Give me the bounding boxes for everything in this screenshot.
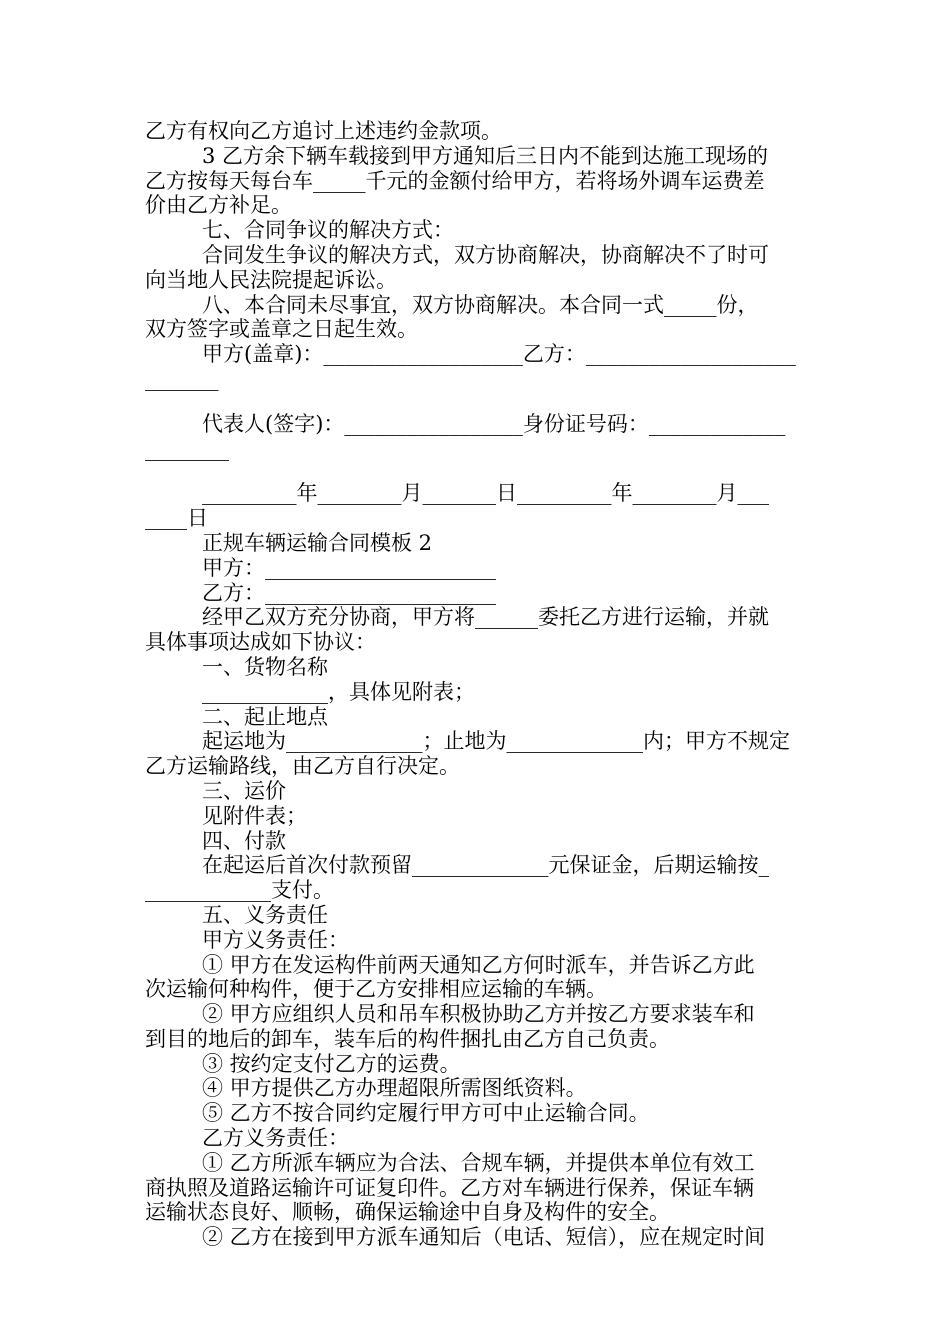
- text-line: 向当地人民法院提起诉讼。: [145, 267, 397, 292]
- text-line: 乙方有权向乙方追讨上述违约金款项。: [145, 119, 502, 143]
- text-line: 双方签字或盖章之日起生效。: [145, 317, 418, 342]
- text-line: 代表人(签字)：_________________身份证号码：_____________: [202, 411, 786, 436]
- document-body: [145, 119, 807, 1250]
- line-spacer: [145, 392, 807, 412]
- text-line: 次运输何种构件，便于乙方安排相应运输的车辆。: [145, 977, 607, 1002]
- text-line: 在起运后首次付款预留_____________元保证金，后期运输按_: [202, 853, 769, 878]
- text-line: 七、合同争议的解决方式：: [202, 218, 454, 243]
- text-line: 乙方按每天每台车_____千元的金额付给甲方，若将场外调车运费差: [145, 168, 765, 193]
- text-line: ① 甲方在发运构件前两天通知乙方何时派车，并告诉乙方此: [202, 952, 755, 977]
- text-line: ② 乙方在接到甲方派车通知后（电话、短信），应在规定时间: [202, 1225, 766, 1250]
- text-line: 乙方：______________________: [202, 580, 496, 605]
- text-line: 乙方运输路线，由乙方自行决定。: [145, 754, 460, 779]
- text-line: 见附件表；: [202, 803, 307, 828]
- text-line: ____________支付。: [145, 878, 334, 903]
- text-line: 一、货物名称: [202, 654, 328, 679]
- text-line: 甲方义务责任：: [202, 927, 349, 952]
- text-line: 合同发生争议的解决方式，双方协商解决，协商解决不了时可: [202, 242, 769, 267]
- text-line: 经甲乙双方充分协商，甲方将______委托乙方进行运输，并就: [202, 605, 769, 630]
- text-line: ____日: [145, 506, 208, 531]
- text-line: ③ 按约定支付乙方的运费。: [202, 1051, 461, 1076]
- text-line: ② 甲方应组织人员和吊车积极协助乙方并按乙方要求装车和: [202, 1002, 755, 1027]
- text-line: 3 乙方余下辆车载接到甲方通知后三日内不能到达施工现场的: [202, 143, 769, 168]
- text-line: 二、起止地点: [202, 704, 328, 729]
- text-line: 五、义务责任: [202, 902, 328, 927]
- text-line: 商执照及道路运输许可证复印件。乙方对车辆进行保养，保证车辆: [145, 1175, 754, 1200]
- text-line: 四、付款: [202, 828, 286, 853]
- text-line: 运输状态良好、顺畅，确保运输途中自身及构件的安全。: [145, 1200, 670, 1225]
- text-line: 三、运价: [202, 778, 286, 803]
- text-line: _________年________月_______日_________年________月___: [202, 481, 769, 506]
- text-line: 价由乙方补足。: [145, 193, 292, 218]
- text-line: 八、本合同未尽事宜，双方协商解决。本合同一式_____份，: [202, 292, 759, 317]
- text-line: ① 乙方所派车辆应为合法、合规车辆，并提供本单位有效工: [202, 1150, 755, 1175]
- text-line: ④ 甲方提供乙方办理超限所需图纸资料。: [202, 1076, 587, 1101]
- text-line: 起运地为_____________；止地为_____________内；甲方不规定: [202, 729, 790, 754]
- text-line: 甲方：______________________: [202, 555, 496, 580]
- text-line: ____________，具体见附表；: [202, 679, 475, 704]
- text-line: 正规车辆运输合同模板 2: [202, 530, 433, 555]
- text-line: 甲方(盖章)：___________________乙方：____________________: [202, 342, 796, 367]
- text-line: 乙方义务责任：: [202, 1126, 349, 1151]
- text-line: ⑤ 乙方不按合同约定履行甲方可中止运输合同。: [202, 1101, 650, 1126]
- line-spacer: [145, 461, 807, 481]
- text-line: _______: [145, 366, 219, 391]
- text-line: ________: [145, 436, 229, 461]
- text-line: 到目的地后的卸车，装车后的构件捆扎由乙方自己负责。: [145, 1026, 670, 1051]
- text-line: 具体事项达成如下协议：: [145, 630, 376, 655]
